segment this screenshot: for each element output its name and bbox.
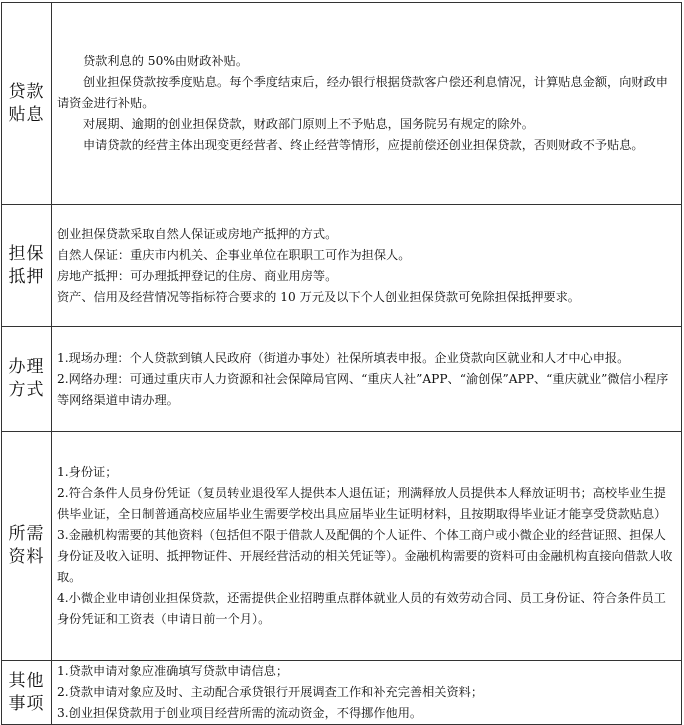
paragraph: 3.创业担保贷款用于创业项目经营所需的流动资金，不得挪作他用。: [57, 706, 423, 720]
paragraph: 贷款利息的 50%由财政补贴。: [83, 54, 249, 68]
paragraph: 3.金融机构需要的其他资料（包括但不限于借款人及配偶的个人证件、个体工商户或小微企业的经营证照、担保人身份证及收入证明、抵押物证件、开展经营活动的相关凭证等）。金融机构需要的资料可由金融机构直接向借款人收取。: [57, 528, 673, 584]
paragraph: 房地产抵押：可办理抵押登记的住房、商业用房等。: [57, 268, 338, 283]
section-interest-subsidy: [2, 3, 682, 205]
section-label: 贷款 贴息: [2, 3, 52, 205]
paragraph: 创业担保贷款按季度贴息。每个季度结束后，经办银行根据贷款客户偿还利息情况，计算贴息金额，向财政申请资金进行补贴。: [57, 75, 668, 110]
paragraph: 自然人保证：重庆市内机关、企事业单位在职职工可作为担保人。: [57, 247, 411, 262]
loan-policy-table: [1, 2, 682, 725]
paragraph: 2.网络办理：可通过重庆市人力资源和社会保障局官网、“重庆人社”APP、“渝创保”APP、“重庆就业”微信小程序等网络渠道申请办理。: [57, 371, 669, 407]
paragraph: 对展期、逾期的创业担保贷款，财政部门原则上不予贴息，国务院另有规定的除外。: [83, 117, 534, 131]
paragraph: 1.贷款申请对象应准确填写贷款申请信息；: [57, 664, 289, 678]
section-other-matters: [2, 661, 682, 725]
section-content: [52, 3, 682, 205]
section-label: 所需 资料: [2, 432, 52, 661]
paragraph: 1.身份证；: [57, 465, 118, 479]
section-content: [52, 661, 682, 725]
section-label: 其他 事项: [2, 661, 52, 725]
paragraph: 1.现场办理：个人贷款到镇人民政府（街道办事处）社保所填表申报。企业贷款向区就业和人才中心申报。: [57, 350, 630, 365]
section-required-documents: [2, 432, 682, 661]
section-guarantee-mortgage: [2, 205, 682, 327]
paragraph: 创业担保贷款采取自然人保证或房地产抵押的方式。: [57, 226, 338, 241]
paragraph: 2.符合条件人员身份凭证（复员转业退役军人提供本人退伍证；刑满释放人员提供本人释放证明书；高校毕业生提供毕业证，全日制普通高校应届毕业生需要学校出具应届毕业生证明材料，且按期取得毕业证才能享受贷款贴息）: [57, 486, 667, 521]
paragraph: 4.小微企业申请创业担保贷款，还需提供企业招聘重点群体就业人员的有效劳动合同、员工身份证、符合条件员工身份凭证和工资表（申请日前一个月）。: [57, 591, 666, 626]
paragraph: 资产、信用及经营情况等指标符合要求的 10 万元及以下个人创业担保贷款可免除担保抵押要求。: [57, 289, 580, 304]
section-label: 担保 抵押: [2, 205, 52, 327]
section-content: [52, 205, 682, 327]
section-content: [52, 432, 682, 661]
section-application-method: [2, 327, 682, 432]
paragraph: 申请贷款的经营主体出现变更经营者、终止经营等情形，应提前偿还创业担保贷款，否则财政不予贴息。: [83, 138, 644, 152]
section-content: [52, 327, 682, 432]
section-label: 办理 方式: [2, 327, 52, 432]
paragraph: 2.贷款申请对象应及时、主动配合承贷银行开展调查工作和补充完善相关资料；: [57, 685, 484, 699]
